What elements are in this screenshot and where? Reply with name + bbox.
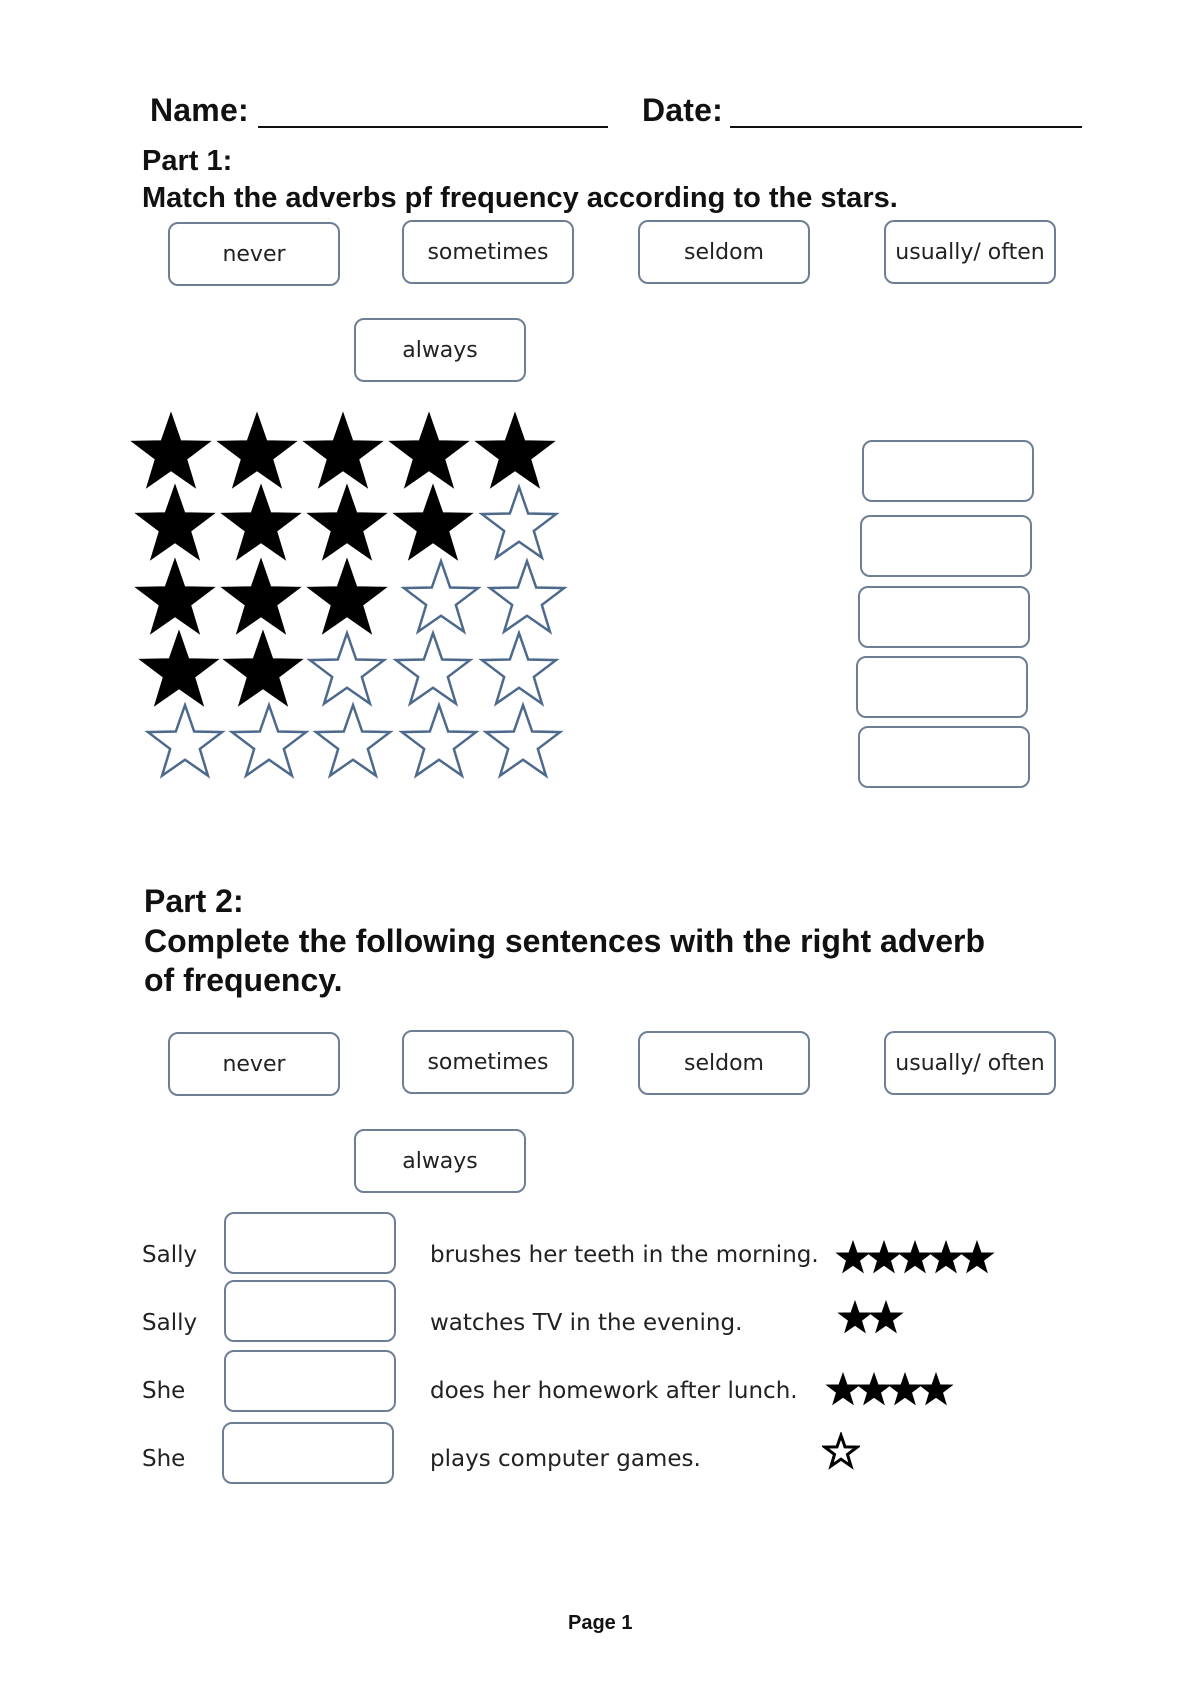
part2-instruction-line1: Complete the following sentences with the right adverb	[144, 923, 985, 959]
part2-instruction-line2: of frequency.	[144, 962, 343, 998]
part1-row5-star-2-outline	[228, 700, 310, 782]
sentence-2-text: watches TV in the evening.	[430, 1310, 743, 1336]
part1-row2-star-2-filled	[220, 482, 302, 564]
part2-word-usually-often[interactable]: usually/ often	[884, 1031, 1056, 1095]
part1-row2-star-5-outline	[478, 482, 560, 564]
part1-row3-star-5-outline	[486, 556, 568, 638]
sentence-3-text: does her homework after lunch.	[430, 1378, 798, 1404]
part1-row5-star-4-outline	[398, 700, 480, 782]
part2-word-sometimes[interactable]: sometimes	[402, 1030, 574, 1094]
part1-row3-star-4-outline	[400, 556, 482, 638]
part1-row3-star-3-filled	[306, 556, 388, 638]
part1-word-usually-often[interactable]: usually/ often	[884, 220, 1056, 284]
part1-row4-star-5-outline	[478, 628, 560, 710]
sentence-3-subject: She	[142, 1378, 186, 1404]
part1-row3-star-1-filled	[134, 556, 216, 638]
part1-answer-box-4[interactable]	[856, 656, 1028, 718]
part1-row1-star-4-filled	[388, 410, 470, 492]
part1-row2-star-3-filled	[306, 482, 388, 564]
date-label: Date:	[642, 92, 724, 128]
sentence-2-star-2-filled	[867, 1298, 905, 1336]
part1-row5-star-5-outline	[482, 700, 564, 782]
part1-row4-star-3-outline	[306, 628, 388, 710]
sentence-4-answer-box[interactable]	[222, 1422, 394, 1484]
page-number: Page 1	[568, 1612, 633, 1634]
part1-row4-star-2-filled	[222, 628, 304, 710]
part1-row4-star-4-outline	[392, 628, 474, 710]
sentence-2-subject: Sally	[142, 1310, 198, 1336]
part2-word-never[interactable]: never	[168, 1032, 340, 1096]
sentence-1-subject: Sally	[142, 1242, 198, 1268]
part1-word-always[interactable]: always	[354, 318, 526, 382]
part1-row1-star-1-filled	[130, 410, 212, 492]
part1-word-never[interactable]: never	[168, 222, 340, 286]
sentence-4-subject: She	[142, 1446, 186, 1472]
part1-row3-star-2-filled	[220, 556, 302, 638]
part1-answer-box-5[interactable]	[858, 726, 1030, 788]
part2-word-always[interactable]: always	[354, 1129, 526, 1193]
sentence-3-answer-box[interactable]	[224, 1350, 396, 1412]
part1-answer-box-1[interactable]	[862, 440, 1034, 502]
part1-row2-star-1-filled	[134, 482, 216, 564]
part1-row2-star-4-filled	[392, 482, 474, 564]
date-line[interactable]	[730, 126, 1082, 128]
sentence-4-text: plays computer games.	[430, 1446, 701, 1472]
part2-title: Part 2:	[144, 883, 244, 919]
part1-row5-star-3-outline	[312, 700, 394, 782]
name-label: Name:	[150, 92, 249, 128]
sentence-2-answer-box[interactable]	[224, 1280, 396, 1342]
name-line[interactable]	[258, 126, 608, 128]
sentence-3-star-4-filled	[917, 1370, 955, 1408]
part1-answer-box-2[interactable]	[860, 515, 1032, 577]
part1-row1-star-3-filled	[302, 410, 384, 492]
part1-title: Part 1:	[142, 145, 233, 177]
sentence-4-star-1-outline	[822, 1432, 860, 1470]
part1-row1-star-2-filled	[216, 410, 298, 492]
sentence-1-text: brushes her teeth in the morning.	[430, 1242, 819, 1268]
part1-row4-star-1-filled	[138, 628, 220, 710]
part1-row1-star-5-filled	[474, 410, 556, 492]
part1-instruction: Match the adverbs pf frequency according to the stars.	[142, 182, 898, 214]
part2-word-seldom[interactable]: seldom	[638, 1031, 810, 1095]
sentence-1-star-5-filled	[958, 1238, 996, 1276]
part1-word-sometimes[interactable]: sometimes	[402, 220, 574, 284]
sentence-1-answer-box[interactable]	[224, 1212, 396, 1274]
part1-word-seldom[interactable]: seldom	[638, 220, 810, 284]
part1-row5-star-1-outline	[144, 700, 226, 782]
part1-answer-box-3[interactable]	[858, 586, 1030, 648]
